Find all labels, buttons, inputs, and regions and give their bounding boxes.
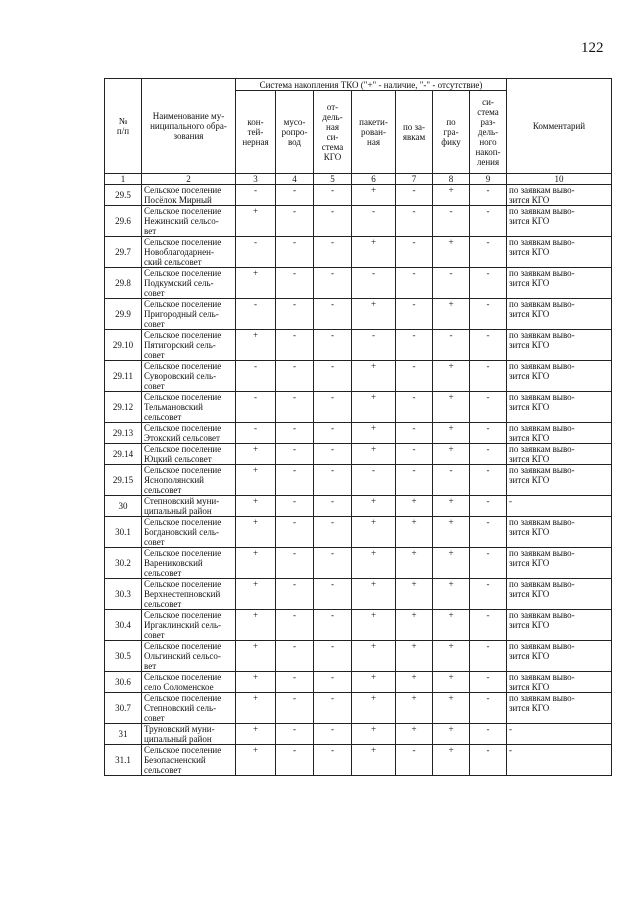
presence-mark: + [352,745,396,776]
comment: по заявкам выво- зится КГО [507,517,612,548]
presence-mark: - [396,392,433,423]
presence-mark: - [314,517,352,548]
tko-accumulation-table [104,78,612,776]
presence-mark: - [433,330,470,361]
comment: по заявкам выво- зится КГО [507,392,612,423]
presence-mark: - [236,392,276,423]
presence-mark: - [314,579,352,610]
presence-mark: + [236,745,276,776]
presence-mark: + [236,724,276,745]
presence-mark: - [470,392,507,423]
comment: по заявкам выво- зится КГО [507,465,612,496]
row-number: 30.4 [105,610,142,641]
presence-mark: - [276,517,314,548]
presence-mark: - [276,299,314,330]
page-number: 122 [581,40,604,56]
header-accumulation-system: Система накопления ТКО ("+" - наличие, "-" - отсутствие) [236,79,507,91]
presence-mark: + [396,496,433,517]
presence-mark: + [433,299,470,330]
presence-mark: - [470,517,507,548]
presence-mark: + [396,610,433,641]
presence-mark: + [352,392,396,423]
comment: - [507,496,612,517]
row-number: 29.15 [105,465,142,496]
presence-mark: - [470,206,507,237]
table-row [105,641,612,672]
municipality-name: Сельское поселение Варениковский сельсовет [142,548,236,579]
presence-mark: + [433,610,470,641]
presence-mark: - [236,299,276,330]
header-subcolumn: от- дель- ная си- стема КГО [314,91,352,174]
presence-mark: - [470,579,507,610]
comment: по заявкам выво- зится КГО [507,185,612,206]
presence-mark: - [396,361,433,392]
presence-mark: + [433,745,470,776]
municipality-name: Сельское поселение Яснополянский сельсовет [142,465,236,496]
comment: по заявкам выво- зится КГО [507,693,612,724]
presence-mark: - [236,361,276,392]
presence-mark: - [236,185,276,206]
row-number: 29.7 [105,237,142,268]
presence-mark: - [396,237,433,268]
column-number: 10 [507,174,612,185]
municipality-name: Сельское поселение Пригородный сель- совет [142,299,236,330]
municipality-name: Сельское поселение Степновский сель- совет [142,693,236,724]
comment: - [507,745,612,776]
presence-mark: - [314,299,352,330]
municipality-name: Труновский муни- ципальный район [142,724,236,745]
municipality-name: Сельское поселение Подкумский сель- совет [142,268,236,299]
presence-mark: - [470,496,507,517]
presence-mark: - [314,496,352,517]
presence-mark: + [352,444,396,465]
presence-mark: + [396,579,433,610]
presence-mark: - [276,330,314,361]
municipality-name: Сельское поселение Пятигорский сель- совет [142,330,236,361]
presence-mark: - [396,330,433,361]
municipality-name: Сельское поселение Верхнестепновский сельсовет [142,579,236,610]
presence-mark: - [396,299,433,330]
municipality-name: Сельское поселение Суворовский сель- совет [142,361,236,392]
row-number: 31 [105,724,142,745]
presence-mark: + [236,548,276,579]
comment: по заявкам выво- зится КГО [507,299,612,330]
presence-mark: + [433,672,470,693]
table-row [105,517,612,548]
presence-mark: - [470,610,507,641]
row-number: 29.9 [105,299,142,330]
presence-mark: - [470,745,507,776]
municipality-name: Сельское поселение Тельмановский сельсовет [142,392,236,423]
presence-mark: + [236,641,276,672]
column-number: 1 [105,174,142,185]
presence-mark: + [352,237,396,268]
presence-mark: + [433,392,470,423]
presence-mark: - [236,237,276,268]
comment: по заявкам выво- зится КГО [507,237,612,268]
presence-mark: + [433,444,470,465]
header-subcolumn: по гра- фику [433,91,470,174]
presence-mark: - [276,361,314,392]
presence-mark: - [470,299,507,330]
table-row [105,745,612,776]
presence-mark: + [433,693,470,724]
table-row [105,496,612,517]
presence-mark: - [396,423,433,444]
header-subcolumn: мусо- ропро- вод [276,91,314,174]
presence-mark: - [276,610,314,641]
presence-mark: + [433,361,470,392]
presence-mark: - [470,237,507,268]
presence-mark: - [433,206,470,237]
row-number: 29.8 [105,268,142,299]
presence-mark: - [314,745,352,776]
table-row [105,579,612,610]
column-number: 8 [433,174,470,185]
presence-mark: + [352,423,396,444]
presence-mark: + [236,330,276,361]
table-row [105,330,612,361]
presence-mark: - [314,465,352,496]
presence-mark: + [352,579,396,610]
table-row [105,392,612,423]
presence-mark: + [352,641,396,672]
presence-mark: + [352,724,396,745]
presence-mark: - [314,237,352,268]
presence-mark: - [352,268,396,299]
municipality-name: Сельское поселение Богдановский сель- совет [142,517,236,548]
presence-mark: + [352,496,396,517]
presence-mark: - [276,672,314,693]
row-number: 29.14 [105,444,142,465]
presence-mark: - [396,444,433,465]
presence-mark: - [276,237,314,268]
presence-mark: - [276,423,314,444]
comment: по заявкам выво- зится КГО [507,330,612,361]
presence-mark: - [470,185,507,206]
row-number: 30.6 [105,672,142,693]
table-row [105,361,612,392]
presence-mark: - [276,444,314,465]
presence-mark: - [276,693,314,724]
presence-mark: - [314,392,352,423]
column-number: 9 [470,174,507,185]
municipality-name: Сельское поселение Новоблагодарнен- ский сельсовет [142,237,236,268]
presence-mark: - [396,185,433,206]
presence-mark: - [314,641,352,672]
table-row [105,465,612,496]
comment: по заявкам выво- зится КГО [507,548,612,579]
header-municipality-name: Наименование му- ниципального обра- зования [142,79,236,174]
presence-mark: - [314,423,352,444]
table-row [105,423,612,444]
presence-mark: - [470,548,507,579]
presence-mark: - [276,206,314,237]
presence-mark: - [352,206,396,237]
header-subcolumn: по за- явкам [396,91,433,174]
municipality-name: Сельское поселение село Соломенское [142,672,236,693]
presence-mark: - [396,465,433,496]
municipality-name: Сельское поселение Иргаклинский сель- совет [142,610,236,641]
comment: по заявкам выво- зится КГО [507,268,612,299]
column-number: 6 [352,174,396,185]
presence-mark: - [396,206,433,237]
presence-mark: - [276,579,314,610]
presence-mark: + [396,693,433,724]
presence-mark: + [433,496,470,517]
presence-mark: - [314,610,352,641]
presence-mark: + [396,548,433,579]
presence-mark: - [352,330,396,361]
row-number: 29.11 [105,361,142,392]
header-subcolumn: кон- тей- нерная [236,91,276,174]
presence-mark: + [352,548,396,579]
presence-mark: - [276,548,314,579]
row-number: 29.5 [105,185,142,206]
column-number: 2 [142,174,236,185]
presence-mark: - [314,330,352,361]
presence-mark: - [276,724,314,745]
municipality-name: Сельское поселение Юцкий сельсовет [142,444,236,465]
presence-mark: + [396,724,433,745]
header-subcolumn: си- стема раз- дель- ного накоп- ления [470,91,507,174]
comment: по заявкам выво- зится КГО [507,641,612,672]
municipality-name: Сельское поселение Нежинский сельсо- вет [142,206,236,237]
column-number: 7 [396,174,433,185]
presence-mark: + [236,693,276,724]
header-comment: Комментарий [507,79,612,174]
presence-mark: - [470,465,507,496]
table-row [105,672,612,693]
presence-mark: + [396,517,433,548]
presence-mark: + [433,579,470,610]
presence-mark: + [352,610,396,641]
comment: по заявкам выво- зится КГО [507,361,612,392]
presence-mark: - [470,641,507,672]
table-row [105,724,612,745]
presence-mark: - [470,268,507,299]
presence-mark: + [236,465,276,496]
presence-mark: + [433,517,470,548]
row-number: 29.12 [105,392,142,423]
municipality-name: Сельское поселение Ольгинский сельсо- вет [142,641,236,672]
presence-mark: - [470,330,507,361]
presence-mark: - [314,268,352,299]
presence-mark: + [433,423,470,444]
presence-mark: + [236,672,276,693]
table-row [105,444,612,465]
row-number: 30 [105,496,142,517]
row-number: 31.1 [105,745,142,776]
presence-mark: + [352,672,396,693]
presence-mark: + [433,641,470,672]
table-row [105,548,612,579]
presence-mark: - [396,268,433,299]
comment: по заявкам выво- зится КГО [507,444,612,465]
comment: по заявкам выво- зится КГО [507,423,612,444]
presence-mark: + [352,693,396,724]
presence-mark: + [433,237,470,268]
municipality-name: Сельское поселение Безопасненский сельсовет [142,745,236,776]
presence-mark: + [433,548,470,579]
row-number: 30.7 [105,693,142,724]
presence-mark: - [276,392,314,423]
column-number: 4 [276,174,314,185]
presence-mark: + [236,517,276,548]
presence-mark: + [433,185,470,206]
presence-mark: + [396,672,433,693]
presence-mark: - [276,465,314,496]
presence-mark: + [236,444,276,465]
presence-mark: + [236,206,276,237]
presence-mark: + [352,517,396,548]
comment: - [507,724,612,745]
presence-mark: - [433,268,470,299]
presence-mark: - [276,745,314,776]
comment: по заявкам выво- зится КГО [507,610,612,641]
presence-mark: - [396,745,433,776]
presence-mark: - [314,185,352,206]
presence-mark: - [276,641,314,672]
presence-mark: - [314,548,352,579]
row-number: 30.2 [105,548,142,579]
row-number: 30.1 [105,517,142,548]
column-number: 3 [236,174,276,185]
comment: по заявкам выво- зится КГО [507,206,612,237]
presence-mark: - [276,496,314,517]
table-row [105,206,612,237]
table-row [105,693,612,724]
presence-mark: - [276,185,314,206]
presence-mark: + [236,579,276,610]
presence-mark: - [433,465,470,496]
presence-mark: + [236,268,276,299]
presence-mark: - [470,361,507,392]
presence-mark: + [236,610,276,641]
presence-mark: + [433,724,470,745]
presence-mark: - [314,724,352,745]
table-row [105,268,612,299]
row-number: 30.3 [105,579,142,610]
presence-mark: - [352,465,396,496]
presence-mark: + [236,496,276,517]
table-row [105,185,612,206]
comment: по заявкам выво- зится КГО [507,672,612,693]
presence-mark: + [352,299,396,330]
row-number: 29.13 [105,423,142,444]
presence-mark: - [470,444,507,465]
comment: по заявкам выво- зится КГО [507,579,612,610]
presence-mark: - [314,672,352,693]
presence-mark: - [470,672,507,693]
presence-mark: - [314,693,352,724]
municipality-name: Степновский муни- ципальный район [142,496,236,517]
row-number: 30.5 [105,641,142,672]
presence-mark: - [276,268,314,299]
presence-mark: + [352,361,396,392]
presence-mark: + [396,641,433,672]
presence-mark: - [470,423,507,444]
presence-mark: - [470,693,507,724]
header-subcolumn: пакети- рован- ная [352,91,396,174]
header-number: № п/п [105,79,142,174]
presence-mark: - [314,361,352,392]
row-number: 29.10 [105,330,142,361]
table-row [105,237,612,268]
presence-mark: - [314,444,352,465]
presence-mark: + [352,185,396,206]
table-row [105,610,612,641]
table-row [105,299,612,330]
presence-mark: - [314,206,352,237]
presence-mark: - [236,423,276,444]
column-number: 5 [314,174,352,185]
municipality-name: Сельское поселение Этокский сельсовет [142,423,236,444]
municipality-name: Сельское поселение Посёлок Мирный [142,185,236,206]
row-number: 29.6 [105,206,142,237]
presence-mark: - [470,724,507,745]
